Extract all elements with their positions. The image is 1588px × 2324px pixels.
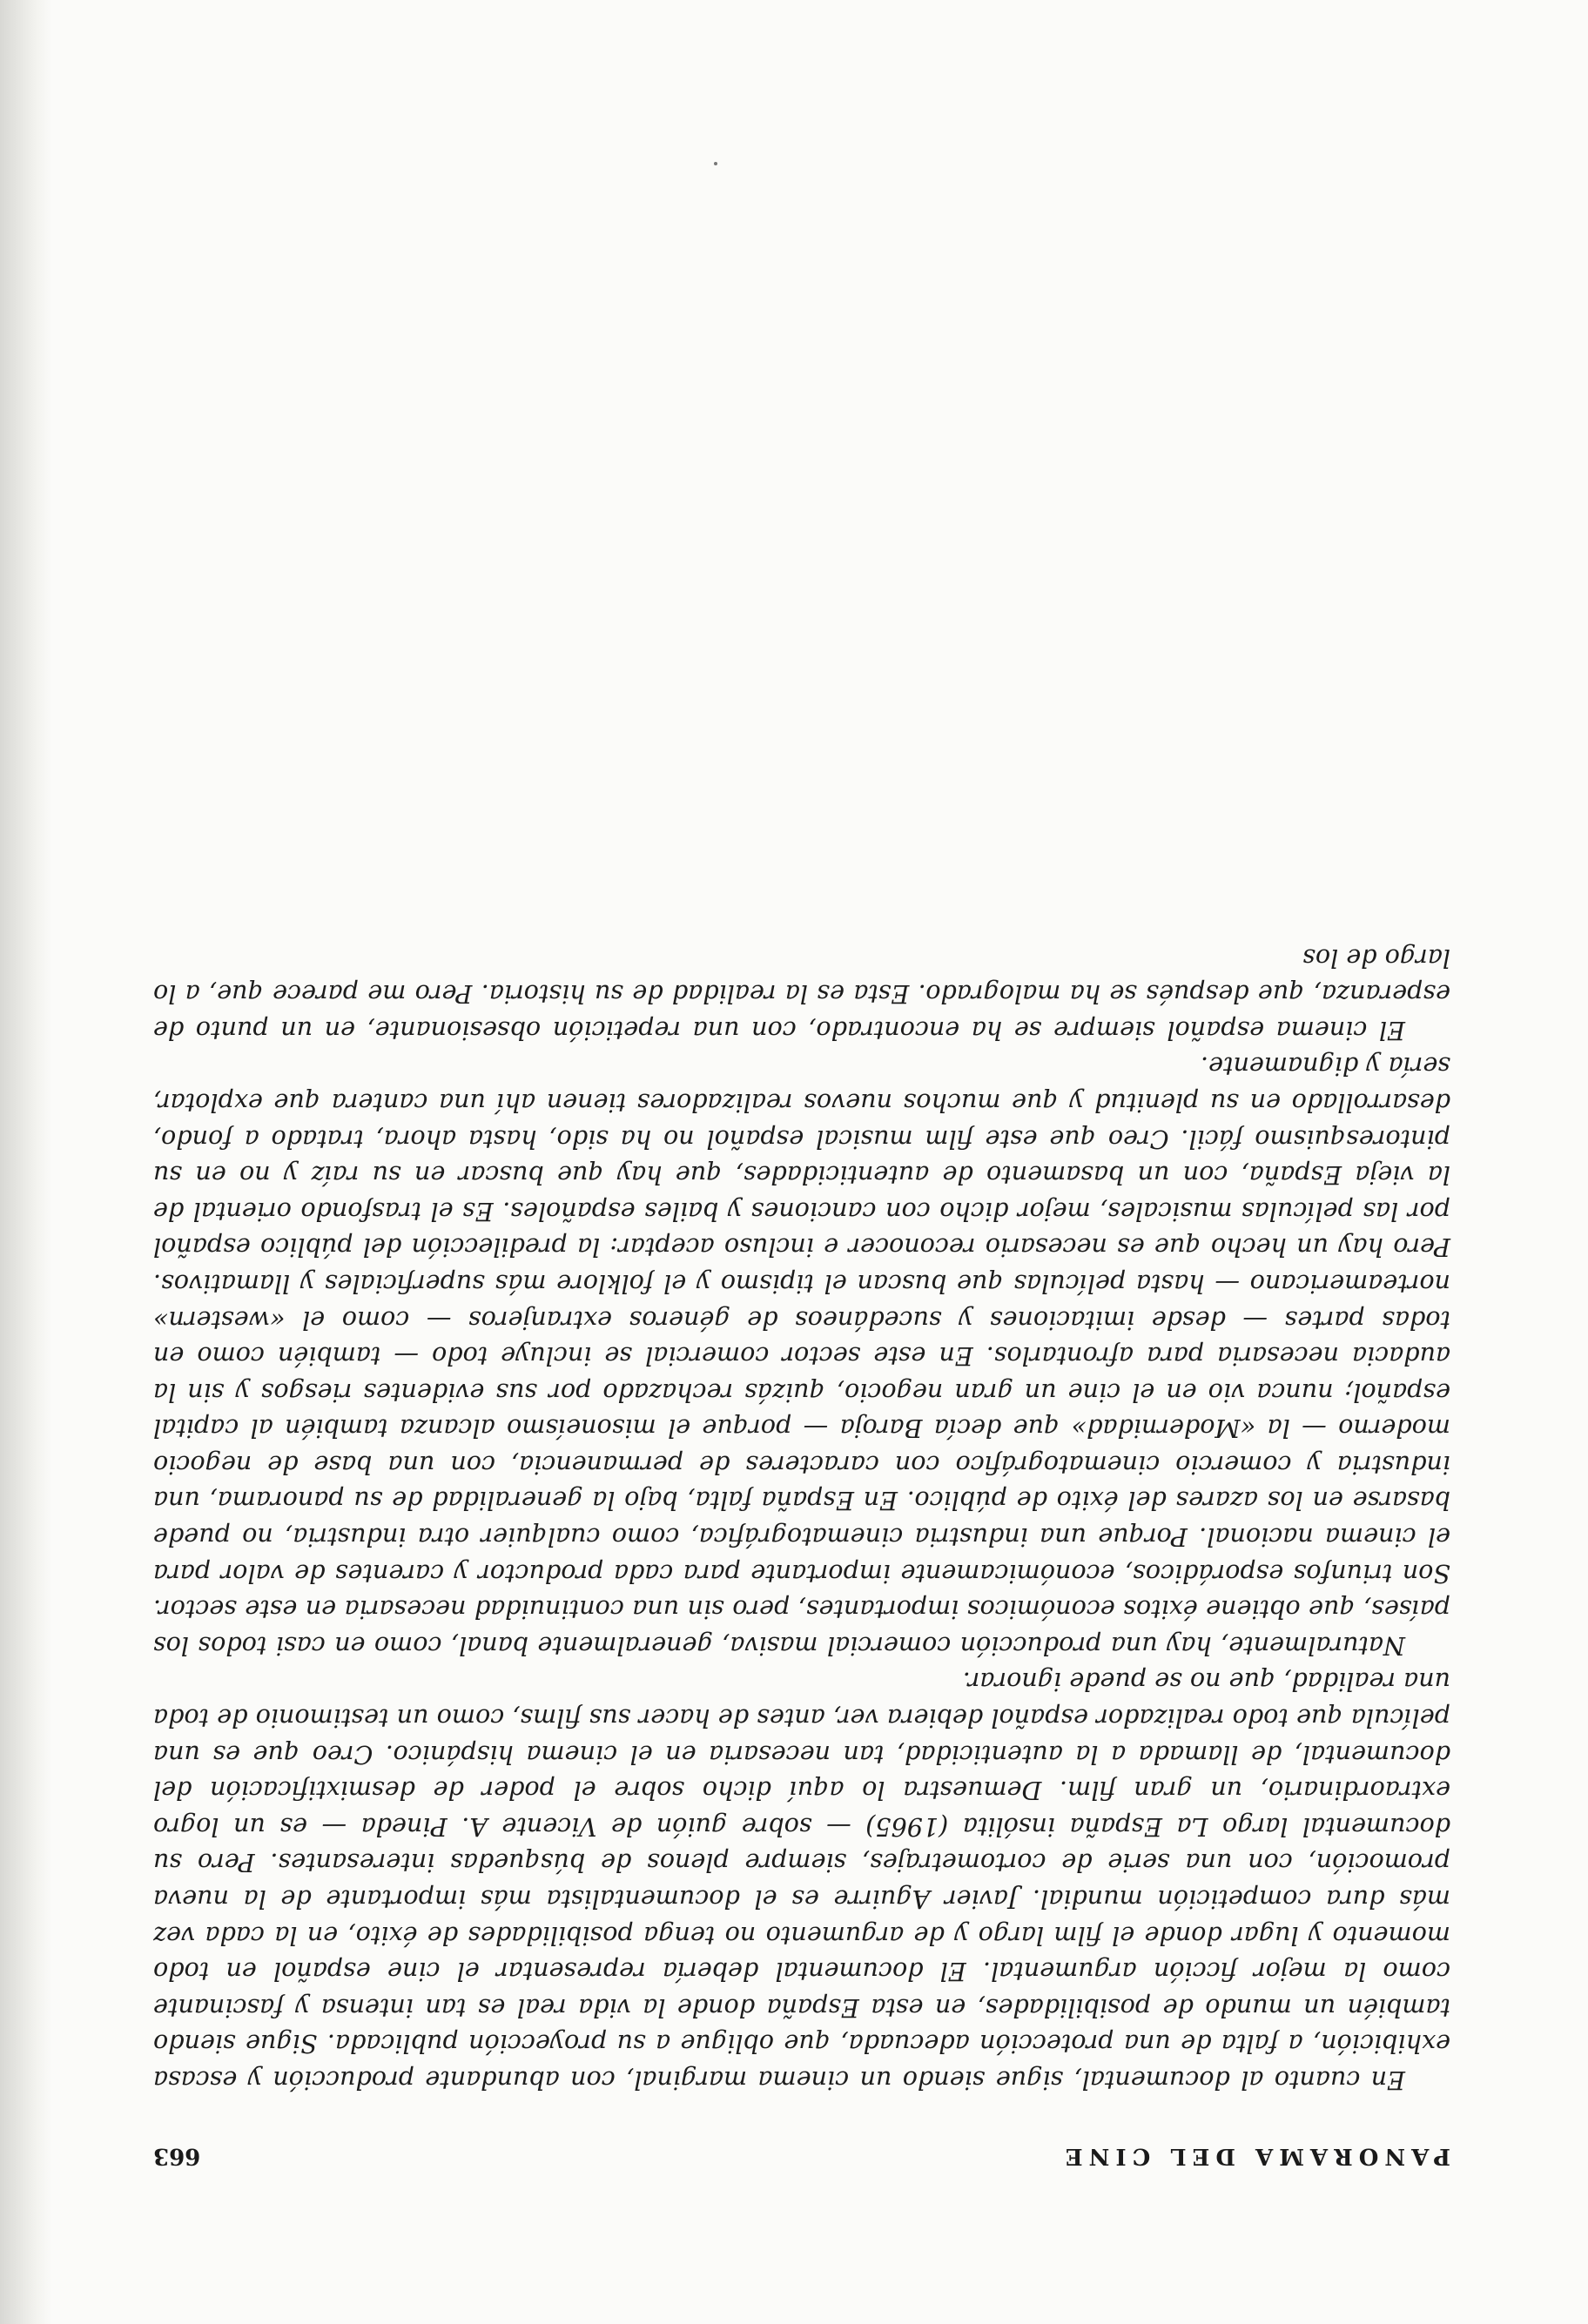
body-text — [153, 939, 1450, 2098]
scan-speck — [714, 162, 717, 165]
scan-shadow-edge — [0, 0, 52, 2324]
paragraph-cinema-espanol: El cinema español siempre se ha encontrado, con una repetición obsesionante, en un punto de esperanza, que después se ha malogrado. Esta es la realidad de su historia. Pero me parece que, a lo largo de los — [153, 943, 1450, 1045]
running-title: PANORAMA DEL CINE — [1059, 2143, 1450, 2169]
paragraph-documental: En cuanto al documental, sigue siendo un cinema marginal, con abundante producción y escasa exhibición, a falta de una protección adecuada, que obligue a su proyección publicada. Sigue siendo también un mundo de posibilidades, en esta España donde la vida real es tan intensa y fascinante como la mejor ficción argumental. El documental debería representar el cine español en todo momento y lugar donde el film largo y de argumento no tenga posibilidades de éxito, en la cada vez más dura competición mundial. Javier Aguirre es el documentalista más importante de la nueva promoción, con una serie de cortometrajes, siempre plenos de búsquedas interesantes. Pero su documental largo La España insólita (1965) — sobre guión de Vicente A. Pineda — es un logro extraordinario, un gran film. Demuestra lo aquí dicho sobre el poder de desmixtificación del documental, de llamada a la autenticidad, tan necesaria en el cinema hispánico. Creo que es una película que todo realizador español debiera ver, antes de hacer sus films, como un testimonio de toda una realidad, que no se puede ignorar. — [153, 1667, 1450, 2095]
paragraph-produccion-comercial: Naturalmente, hay una producción comercial masiva, generalmente banal, como en casi todos los países, que obtiene éxitos económicos importantes, pero sin una continuidad necesaria en este sector. Son triunfos esporádicos, económicamente importante para cada productor y carentes de valor para el cinema nacional. Porque una industria cinematográfica, como cualquier otra industria, no puede basarse en los azares del éxito de público. En España falta, bajo la generalidad de su panorama, una industria y comercio cinematográfico con caracteres de permanencia, con una base de negocio moderno — la «Modernidad» que decía Baroja — porque el misoneísmo alcanza también al capital español; nunca vio en el cine un gran negocio, quizás rechazado por sus evidentes riesgos y sin la audacia necesaria para afrontarlos. En este sector comercial se incluye todo — también como en todas partes — desde imitaciones y sucedáneos de géneros extranjeros — como el «western» norteamericano — hasta películas que buscan el tipismo y el folklore más superficiales y llamativos. Pero hay un hecho que es necesario reconocer e incluso aceptar: la predilección del público español por las películas musicales, mejor dicho con canciones y bailes españoles. Es el trasfondo oriental de la vieja España, con un basamento de autenticidades, que hay que buscar en su raíz y no en su pintoresquismo fácil. Creo que este film musical español no ha sido, hasta ahora, tratado a fondo, desarrollado en su plenitud y que muchos nuevos realizadores tienen ahí una cantera que explotar, sería y dignamente. — [153, 1051, 1450, 1661]
page-header — [153, 2134, 1450, 2169]
page-number: 663 — [153, 2143, 201, 2169]
